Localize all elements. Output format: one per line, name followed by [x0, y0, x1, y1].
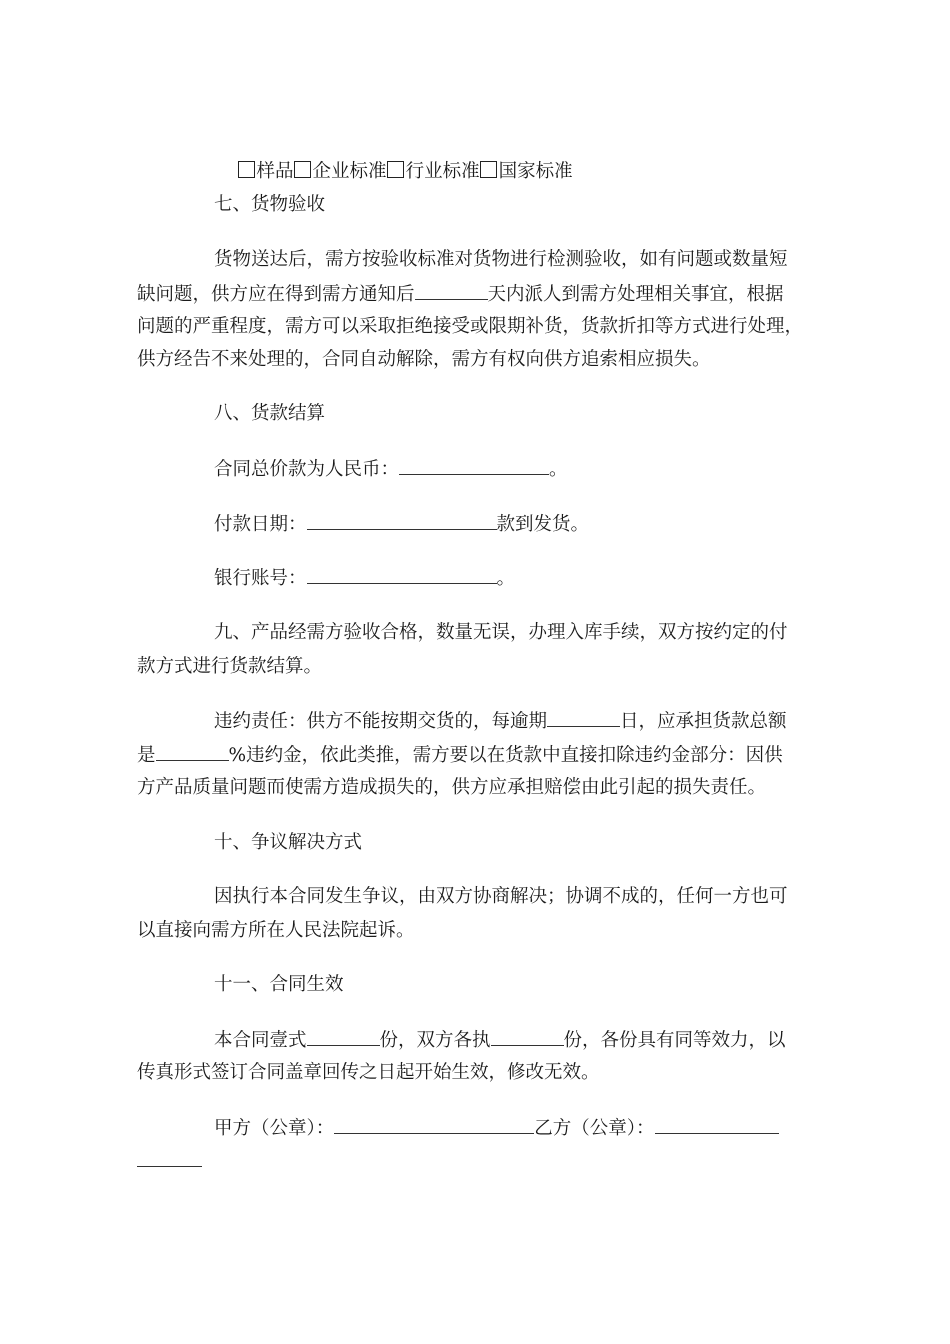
section-10-line-1: 因执行本合同发生争议，由双方协商解决；协调不成的，任何一方也可: [214, 886, 788, 907]
bank-account-label: 银行账号：: [214, 568, 307, 589]
section-7-heading: 七、货物验收: [214, 194, 326, 215]
breach-line-1-b: 日，应承担货款总额: [620, 711, 787, 732]
section-7-line-3: 问题的严重程度，需方可以采取拒绝接受或限期补货，货款折扣等方式进行处理，: [137, 316, 804, 337]
section-11-line-2: 传真形式签订合同盖章回传之日起开始生效，修改无效。: [137, 1062, 600, 1083]
bank-account-blank[interactable]: [307, 567, 497, 584]
bank-account-end: 。: [496, 568, 516, 589]
option-industry-standard: 行业标准: [405, 161, 480, 182]
copies-total-blank[interactable]: [307, 1029, 380, 1046]
section-10-line-2: 以直接向需方所在人民法院起诉。: [137, 920, 415, 941]
payment-date-line: [214, 513, 589, 536]
total-price-label: 合同总价款为人民币：: [214, 459, 400, 480]
bank-account-line: [214, 567, 515, 590]
section-9-line-1: 九、产品经需方验收合格，数量无误，办理入库手续，双方按约定的付: [214, 622, 788, 643]
option-sample: 样品: [256, 161, 294, 182]
payment-date-end: 款到发货。: [496, 514, 590, 535]
section-7-line-2: [137, 283, 784, 306]
breach-line-1: [214, 710, 787, 733]
copies-each-blank[interactable]: [491, 1029, 564, 1046]
section-9-line-2: 款方式进行货款结算。: [137, 656, 323, 677]
payment-date-blank[interactable]: [307, 513, 497, 530]
signature-line: [214, 1117, 779, 1140]
option-national-standard: 国家标准: [498, 161, 573, 182]
breach-line-1-a: 违约责任：供方不能按期交货的，每逾期: [214, 711, 548, 732]
breach-line-2: [137, 744, 783, 767]
section-11-line-1-a: 本合同壹式: [214, 1030, 307, 1051]
section-7-line-2-b: 天内派人到需方处理相关事宜，根据: [487, 284, 784, 305]
checkbox-national-standard[interactable]: [480, 161, 497, 178]
section-11-line-1-c: 份，各份具有同等效力，以: [563, 1030, 786, 1051]
section-11-heading: 十一、合同生效: [214, 974, 344, 995]
section-7-line-4: 供方经告不来处理的，合同自动解除，需方有权向供方追索相应损失。: [137, 349, 711, 370]
total-price-blank[interactable]: [399, 458, 549, 475]
party-b-blank-wrap[interactable]: [137, 1150, 202, 1167]
section-8-heading: 八、货款结算: [214, 403, 326, 424]
option-enterprise-standard: 企业标准: [312, 161, 387, 182]
total-price-end: 。: [549, 459, 568, 480]
days-blank[interactable]: [415, 283, 488, 300]
party-b-blank-continued: [137, 1150, 202, 1173]
party-a-label: 甲方（公章）：: [214, 1118, 335, 1139]
total-price-line: [214, 458, 568, 481]
penalty-percent-blank[interactable]: [156, 744, 229, 761]
breach-line-3: 方产品质量问题而使需方造成损失的，供方应承担赔偿由此引起的损失责任。: [137, 777, 767, 798]
checkbox-industry-standard[interactable]: [387, 161, 404, 178]
section-7-line-2-a: 缺问题，供方应在得到需方通知后: [137, 284, 415, 305]
section-11-line-1: [214, 1029, 786, 1052]
breach-line-2-a: 是: [137, 745, 156, 766]
overdue-days-blank[interactable]: [547, 710, 620, 727]
checkbox-enterprise-standard[interactable]: [294, 161, 311, 178]
party-b-blank[interactable]: [655, 1117, 779, 1134]
section-11-line-1-b: 份，双方各执: [379, 1030, 491, 1051]
party-b-label: 乙方（公章）：: [534, 1118, 655, 1139]
section-7-line-1: 货物送达后，需方按验收标准对货物进行检测验收，如有问题或数量短: [214, 249, 788, 270]
party-a-blank[interactable]: [334, 1117, 534, 1134]
breach-line-2-b: %违约金，依此类推，需方要以在货款中直接扣除违约金部分：因供: [228, 745, 783, 766]
checkbox-sample[interactable]: [238, 161, 255, 178]
payment-date-label: 付款日期：: [214, 514, 307, 535]
section-10-heading: 十、争议解决方式: [214, 832, 363, 853]
